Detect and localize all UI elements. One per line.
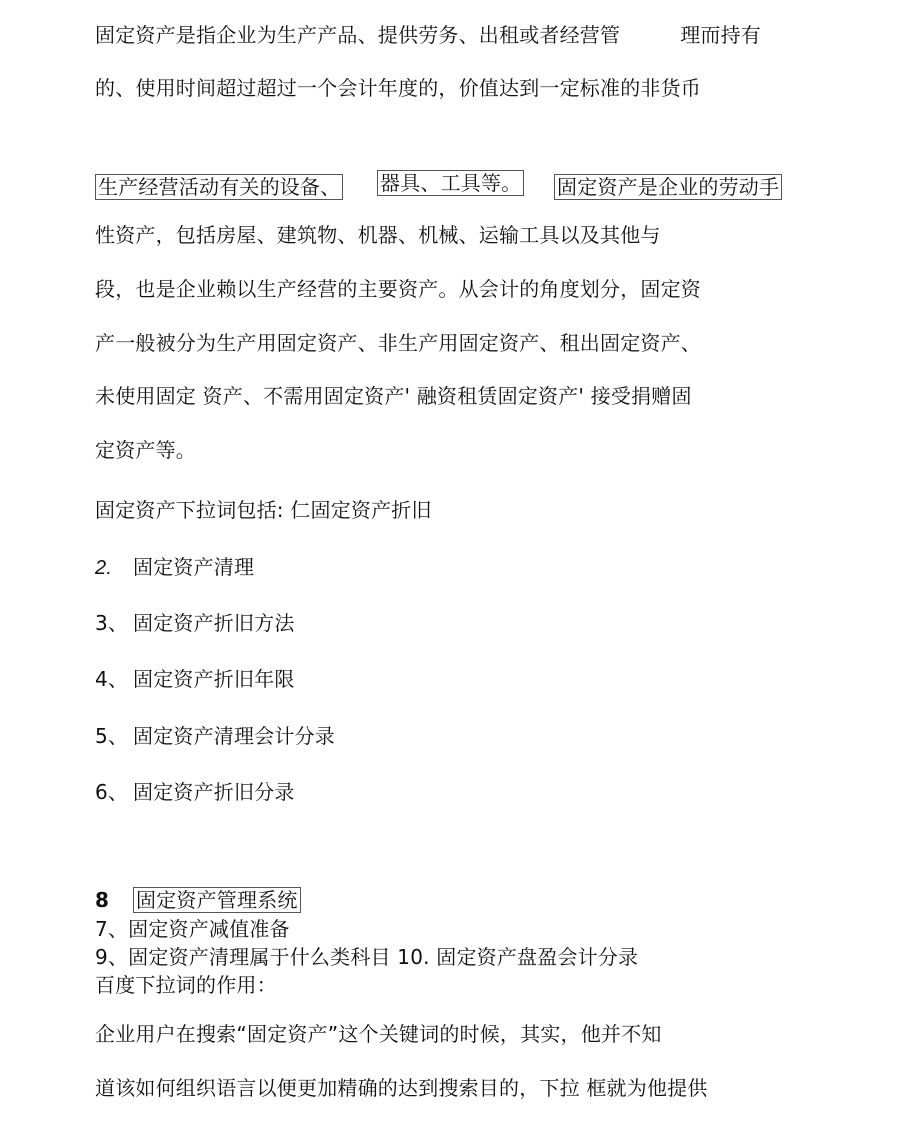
list-item: [95, 779, 295, 805]
boxed-text-management-system: 固定资产管理系统: [133, 887, 301, 913]
role-para-line-2: 道该如何组织语言以便更加精确的达到搜索目的，下拉 框就为他提供: [95, 1076, 708, 1100]
intro-line-1: [95, 22, 761, 48]
role-heading: 百度下拉词的作用：: [95, 973, 277, 997]
boxed-text-tools: 器具、工具等。: [377, 170, 524, 196]
list-item: [95, 666, 295, 692]
intro-line-2: 的、使用时间超过超过一个会计年度的，价值达到一定标准的非货币: [95, 76, 701, 100]
intro-line-6: 产一般被分为生产用固定资产、非生产用固定资产、租出固定资产、: [95, 331, 701, 355]
list-item: [95, 554, 254, 581]
list-item-number: 4、: [95, 667, 129, 691]
list-item-text: 固定资产清理: [133, 555, 255, 579]
list-item: [95, 723, 335, 749]
intro-line-4: 性资产，包括房屋、建筑物、机器、机械、运输工具以及其他与: [95, 223, 661, 247]
list-item-8: [95, 887, 301, 913]
list-item-9-10: 9、固定资产清理属于什么类科目 10. 固定资产盘盈会计分录: [95, 945, 639, 969]
list-item-text: 固定资产清理会计分录: [133, 724, 335, 748]
list-item-7: 7、固定资产减值准备: [95, 917, 290, 941]
list-item-number: 6、: [95, 780, 129, 804]
list-item-text: 固定资产折旧方法: [133, 611, 295, 635]
list-item-number: 3、: [95, 611, 129, 635]
list-item-number: 2.: [95, 557, 113, 579]
list-item-number: 5、: [95, 724, 129, 748]
intro-line-1-part-2: 理而持有: [680, 23, 762, 47]
role-para-line-1: 企业用户在搜索“固定资产”这个关键词的时候，其实，他并不知: [95, 1022, 662, 1046]
intro-line-7: 未使用固定 资产、不需用固定资产' 融资租赁固定资产' 接受捐赠固: [95, 384, 692, 408]
list-item: [95, 610, 295, 636]
list-item-text: 固定资产折旧分录: [133, 780, 295, 804]
intro-line-5: 段，也是企业赖以生产经营的主要资产。从会计的角度划分，固定资: [95, 277, 701, 301]
boxed-text-equipment: 生产经营活动有关的设备、: [95, 174, 343, 200]
boxed-text-labor-means: 固定资产是企业的劳动手: [554, 174, 782, 200]
intro-line-8: 定资产等。: [95, 438, 196, 462]
intro-line-1-part-1: 固定资产是指企业为生产产品、提供劳务、出租或者经营管: [95, 23, 621, 47]
list-item-number: 8: [95, 888, 110, 912]
dropdown-heading: 固定资产下拉词包括: 仁固定资产折旧: [95, 498, 432, 522]
list-item-text: 固定资产折旧年限: [133, 667, 295, 691]
